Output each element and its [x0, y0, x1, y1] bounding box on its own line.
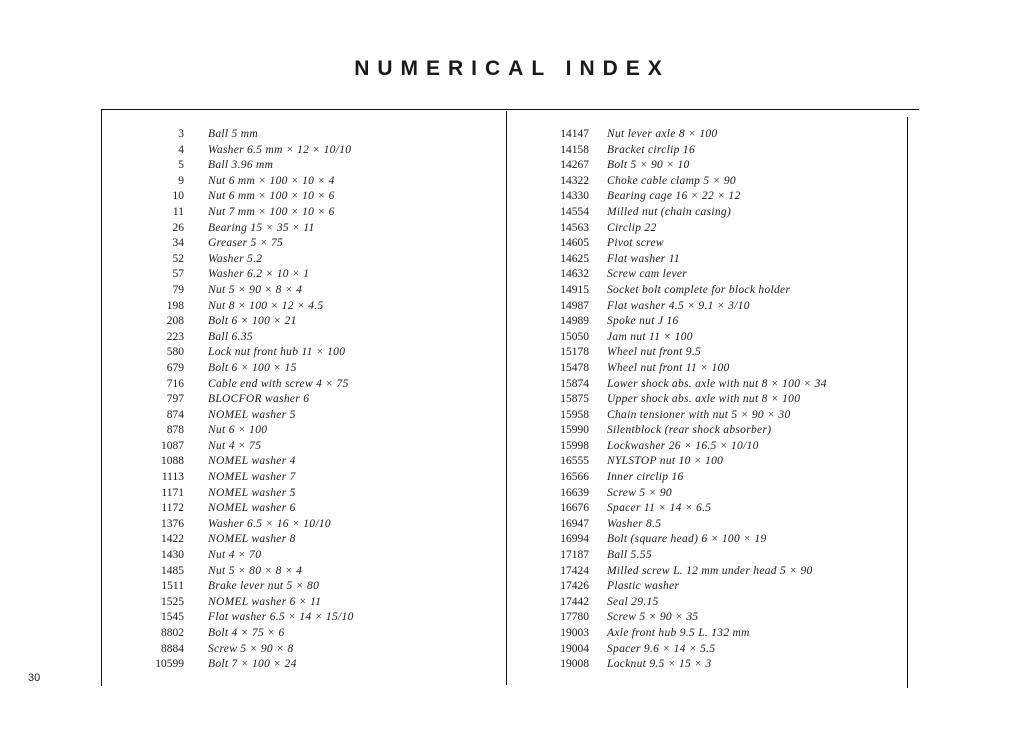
index-entry	[505, 408, 827, 424]
part-number: 15875	[560, 393, 589, 406]
part-description: Silentblock (rear shock absorber)	[607, 424, 772, 437]
part-number: 1376	[161, 517, 184, 530]
index-entry	[100, 158, 354, 174]
part-description: NOMEL washer 8	[208, 533, 296, 546]
index-entry	[505, 205, 827, 221]
part-description: Ball 5.55	[607, 549, 652, 562]
part-number: 15178	[560, 346, 589, 359]
index-entry	[505, 330, 827, 346]
index-entry	[505, 283, 827, 299]
part-description: Locknut 9.5 × 15 × 3	[607, 658, 712, 671]
index-entry	[100, 205, 354, 221]
index-entry	[505, 439, 827, 455]
part-number: 14147	[560, 128, 589, 140]
part-description: NOMEL washer 6	[208, 502, 296, 515]
part-description: Milled nut (chain casing)	[607, 205, 732, 218]
index-entry	[100, 439, 354, 455]
part-description: NOMEL washer 5	[208, 486, 296, 499]
index-entry	[100, 361, 354, 377]
index-entry	[505, 548, 827, 564]
part-number: 1087	[161, 439, 184, 452]
index-entry	[100, 595, 354, 611]
part-number: 19004	[560, 642, 589, 655]
part-description: Ball 6.35	[208, 330, 253, 343]
part-description: Bracket circlip 16	[607, 143, 695, 156]
part-number: 1485	[161, 564, 184, 577]
part-description: Bolt (square head) 6 × 100 × 19	[607, 533, 767, 546]
part-description: Bolt 6 × 100 × 21	[208, 315, 297, 328]
part-number: 14554	[560, 205, 589, 218]
index-entry	[505, 626, 827, 642]
part-description: Wheel nut front 11 × 100	[607, 361, 730, 374]
part-number: 1511	[161, 580, 184, 593]
part-number: 4	[178, 143, 184, 156]
part-description: Flat washer 4.5 × 9.1 × 3/10	[607, 299, 750, 312]
part-number: 14632	[560, 268, 589, 281]
part-number: 17187	[560, 549, 589, 562]
part-number: 15050	[560, 330, 589, 343]
part-description: NOMEL washer 4	[208, 455, 296, 468]
part-description: Ball 5 mm	[208, 128, 258, 140]
part-number: 716	[166, 377, 184, 390]
part-number: 79	[172, 283, 184, 296]
part-number: 1088	[161, 455, 184, 468]
part-description: Nut 4 × 75	[208, 439, 262, 452]
part-number: 15998	[560, 439, 589, 452]
part-description: Spacer 11 × 14 × 6.5	[607, 502, 712, 515]
part-description: Bolt 7 × 100 × 24	[208, 658, 297, 671]
part-number: 15874	[560, 377, 589, 390]
part-number: 15958	[560, 408, 589, 421]
index-entry	[100, 330, 354, 346]
index-entry	[505, 517, 827, 533]
index-entry	[505, 127, 827, 143]
part-description: Washer 6.2 × 10 × 1	[208, 268, 310, 281]
part-number: 19008	[560, 658, 589, 671]
part-number: 9	[178, 174, 184, 187]
index-entry	[505, 454, 827, 470]
index-entry	[505, 610, 827, 626]
part-description: Lockwasher 26 × 16.5 × 10/10	[607, 439, 759, 452]
part-description: NOMEL washer 7	[208, 471, 296, 484]
index-entry	[100, 392, 354, 408]
part-description: Jam nut 11 × 100	[607, 330, 693, 343]
index-entry	[505, 236, 827, 252]
index-entry	[100, 564, 354, 580]
part-number: 15478	[560, 361, 589, 374]
part-number: 223	[166, 330, 184, 343]
index-entry	[100, 267, 354, 283]
part-description: Seal 29.15	[607, 595, 659, 608]
part-number: 1525	[161, 595, 184, 608]
index-entry	[100, 423, 354, 439]
part-description: Lock nut front hub 11 × 100	[208, 346, 346, 359]
part-number: 57	[172, 268, 184, 281]
part-number: 17442	[560, 595, 589, 608]
part-number: 1545	[161, 611, 184, 624]
part-description: Bearing 15 × 35 × 11	[208, 221, 315, 234]
part-number: 8802	[161, 627, 184, 639]
part-number: 14322	[560, 174, 589, 187]
part-description: Screw cam lever	[607, 268, 688, 281]
index-entry	[505, 579, 827, 595]
part-description: BLOCFOR washer 6	[208, 393, 310, 406]
index-entry	[505, 657, 827, 673]
part-description: Flat washer 6.5 × 14 × 15/10	[208, 611, 354, 624]
part-description: Chain tensioner with nut 5 × 90 × 30	[607, 408, 791, 421]
part-number: 679	[166, 361, 184, 374]
index-entry	[100, 610, 354, 626]
index-entry	[100, 236, 354, 252]
index-entry	[505, 532, 827, 548]
index-entry	[505, 361, 827, 377]
index-entry	[100, 517, 354, 533]
index-entry	[100, 252, 354, 268]
part-description: Nut 5 × 90 × 8 × 4	[208, 283, 303, 296]
part-number: 15990	[560, 424, 589, 437]
index-entry	[100, 579, 354, 595]
part-description: Ball 3.96 mm	[208, 159, 274, 172]
index-entry	[100, 377, 354, 393]
part-number: 1172	[161, 502, 184, 515]
index-entry	[100, 299, 354, 315]
part-number: 16947	[560, 517, 589, 530]
part-description: Pivot screw	[607, 237, 664, 250]
index-entry	[100, 501, 354, 517]
part-number: 34	[172, 237, 184, 250]
index-entry	[100, 127, 354, 143]
frame-right-edge	[907, 117, 908, 688]
part-number: 14625	[560, 252, 589, 265]
part-description: Choke cable clamp 5 × 90	[607, 174, 736, 187]
index-entry	[100, 532, 354, 548]
part-number: 797	[166, 393, 184, 406]
index-entry	[100, 143, 354, 159]
page-title: NUMERICAL INDEX	[354, 57, 670, 80]
part-number: 14158	[560, 143, 589, 156]
part-number: 208	[166, 315, 184, 328]
part-description: Axle front hub 9.5 L. 132 mm	[607, 627, 750, 639]
part-description: Milled screw L. 12 mm under head 5 × 90	[607, 564, 813, 577]
part-description: Nut 6 mm × 100 × 10 × 4	[208, 174, 335, 187]
index-entry	[505, 267, 827, 283]
part-number: 14605	[560, 237, 589, 250]
part-description: Wheel nut front 9.5	[607, 346, 702, 359]
part-number: 8884	[161, 642, 184, 655]
part-description: Socket bolt complete for block holder	[607, 283, 791, 296]
index-entry	[505, 470, 827, 486]
part-number: 14563	[560, 221, 589, 234]
index-entry	[100, 626, 354, 642]
index-entry	[100, 454, 354, 470]
part-number: 17424	[560, 564, 589, 577]
index-entry	[505, 158, 827, 174]
part-description: Bolt 5 × 90 × 10	[607, 159, 690, 172]
part-number: 14267	[560, 159, 589, 172]
part-description: Inner circlip 16	[607, 471, 684, 484]
part-number: 16555	[560, 455, 589, 468]
part-number: 16994	[560, 533, 589, 546]
part-description: Screw 5 × 90 × 8	[208, 642, 294, 655]
part-number: 14987	[560, 299, 589, 312]
index-entry	[505, 299, 827, 315]
index-entry	[505, 314, 827, 330]
index-entry	[100, 642, 354, 658]
part-number: 26	[172, 221, 184, 234]
part-number: 14330	[560, 190, 589, 203]
part-description: Bolt 4 × 75 × 6	[208, 627, 285, 639]
index-entry	[100, 657, 354, 673]
left-index-column	[100, 127, 354, 673]
index-entry	[505, 642, 827, 658]
part-number: 16676	[560, 502, 589, 515]
part-description: Bearing cage 16 × 22 × 12	[607, 190, 741, 203]
index-entry	[100, 174, 354, 190]
part-description: Washer 6.5 × 16 × 10/10	[208, 517, 331, 530]
index-entry	[100, 486, 354, 502]
index-entry	[100, 221, 354, 237]
index-entry	[505, 486, 827, 502]
index-entry	[505, 564, 827, 580]
part-number: 14989	[560, 315, 589, 328]
part-description: NOMEL washer 6 × 11	[208, 595, 322, 608]
part-description: Flat washer 11	[607, 252, 680, 265]
index-entry	[505, 345, 827, 361]
page-number: 30	[28, 672, 41, 684]
part-number: 874	[166, 408, 184, 421]
part-description: NOMEL washer 5	[208, 408, 296, 421]
part-number: 198	[166, 299, 184, 312]
part-number: 1430	[161, 549, 184, 562]
index-entry	[505, 252, 827, 268]
part-number: 3	[178, 128, 184, 140]
part-description: Nut lever axle 8 × 100	[607, 128, 718, 140]
index-entry	[505, 189, 827, 205]
index-entry	[505, 221, 827, 237]
part-description: NYLSTOP nut 10 × 100	[607, 455, 724, 468]
part-description: Plastic washer	[607, 580, 680, 593]
index-entry	[100, 548, 354, 564]
part-description: Lower shock abs. axle with nut 8 × 100 × 34	[607, 377, 827, 390]
part-description: Nut 4 × 70	[208, 549, 262, 562]
part-description: Brake lever nut 5 × 80	[208, 580, 320, 593]
part-description: Nut 8 × 100 × 12 × 4.5	[208, 299, 324, 312]
part-description: Screw 5 × 90	[607, 486, 672, 499]
part-number: 11	[172, 205, 184, 218]
part-number: 10	[172, 190, 184, 203]
part-number: 17780	[560, 611, 589, 624]
index-entry	[100, 408, 354, 424]
index-entry	[505, 174, 827, 190]
index-entry	[100, 470, 354, 486]
part-description: Screw 5 × 90 × 35	[607, 611, 699, 624]
part-number: 1422	[161, 533, 184, 546]
part-description: Spacer 9.6 × 14 × 5.5	[607, 642, 716, 655]
part-description: Bolt 6 × 100 × 15	[208, 361, 297, 374]
index-entry	[100, 189, 354, 205]
part-number: 17426	[560, 580, 589, 593]
part-number: 1113	[161, 471, 184, 484]
right-index-column	[505, 127, 827, 673]
part-description: Circlip 22	[607, 221, 657, 234]
part-description: Washer 5.2	[208, 252, 263, 265]
part-number: 16566	[560, 471, 589, 484]
part-number: 878	[166, 424, 184, 437]
part-description: Nut 6 × 100	[208, 424, 268, 437]
part-description: Spoke nut J 16	[607, 315, 679, 328]
part-number: 5	[178, 159, 184, 172]
index-entry	[505, 423, 827, 439]
part-description: Washer 6.5 mm × 12 × 10/10	[208, 143, 352, 156]
part-number: 16639	[560, 486, 589, 499]
index-entry	[505, 595, 827, 611]
part-number: 1171	[161, 486, 184, 499]
part-description: Cable end with screw 4 × 75	[208, 377, 349, 390]
part-description: Nut 6 mm × 100 × 10 × 6	[208, 190, 335, 203]
index-entry	[505, 501, 827, 517]
part-description: Washer 8.5	[607, 517, 662, 530]
index-entry	[100, 283, 354, 299]
index-entry	[100, 314, 354, 330]
part-description: Greaser 5 × 75	[208, 237, 284, 250]
part-number: 19003	[560, 627, 589, 639]
index-entry	[505, 143, 827, 159]
part-number: 52	[172, 252, 184, 265]
part-number: 580	[166, 346, 184, 359]
part-description: Nut 7 mm × 100 × 10 × 6	[208, 205, 335, 218]
part-number: 10599	[155, 658, 184, 671]
part-number: 14915	[560, 283, 589, 296]
index-entry	[100, 345, 354, 361]
index-entry	[505, 392, 827, 408]
part-description: Upper shock abs. axle with nut 8 × 100	[607, 393, 801, 406]
index-entry	[505, 377, 827, 393]
part-description: Nut 5 × 80 × 8 × 4	[208, 564, 303, 577]
